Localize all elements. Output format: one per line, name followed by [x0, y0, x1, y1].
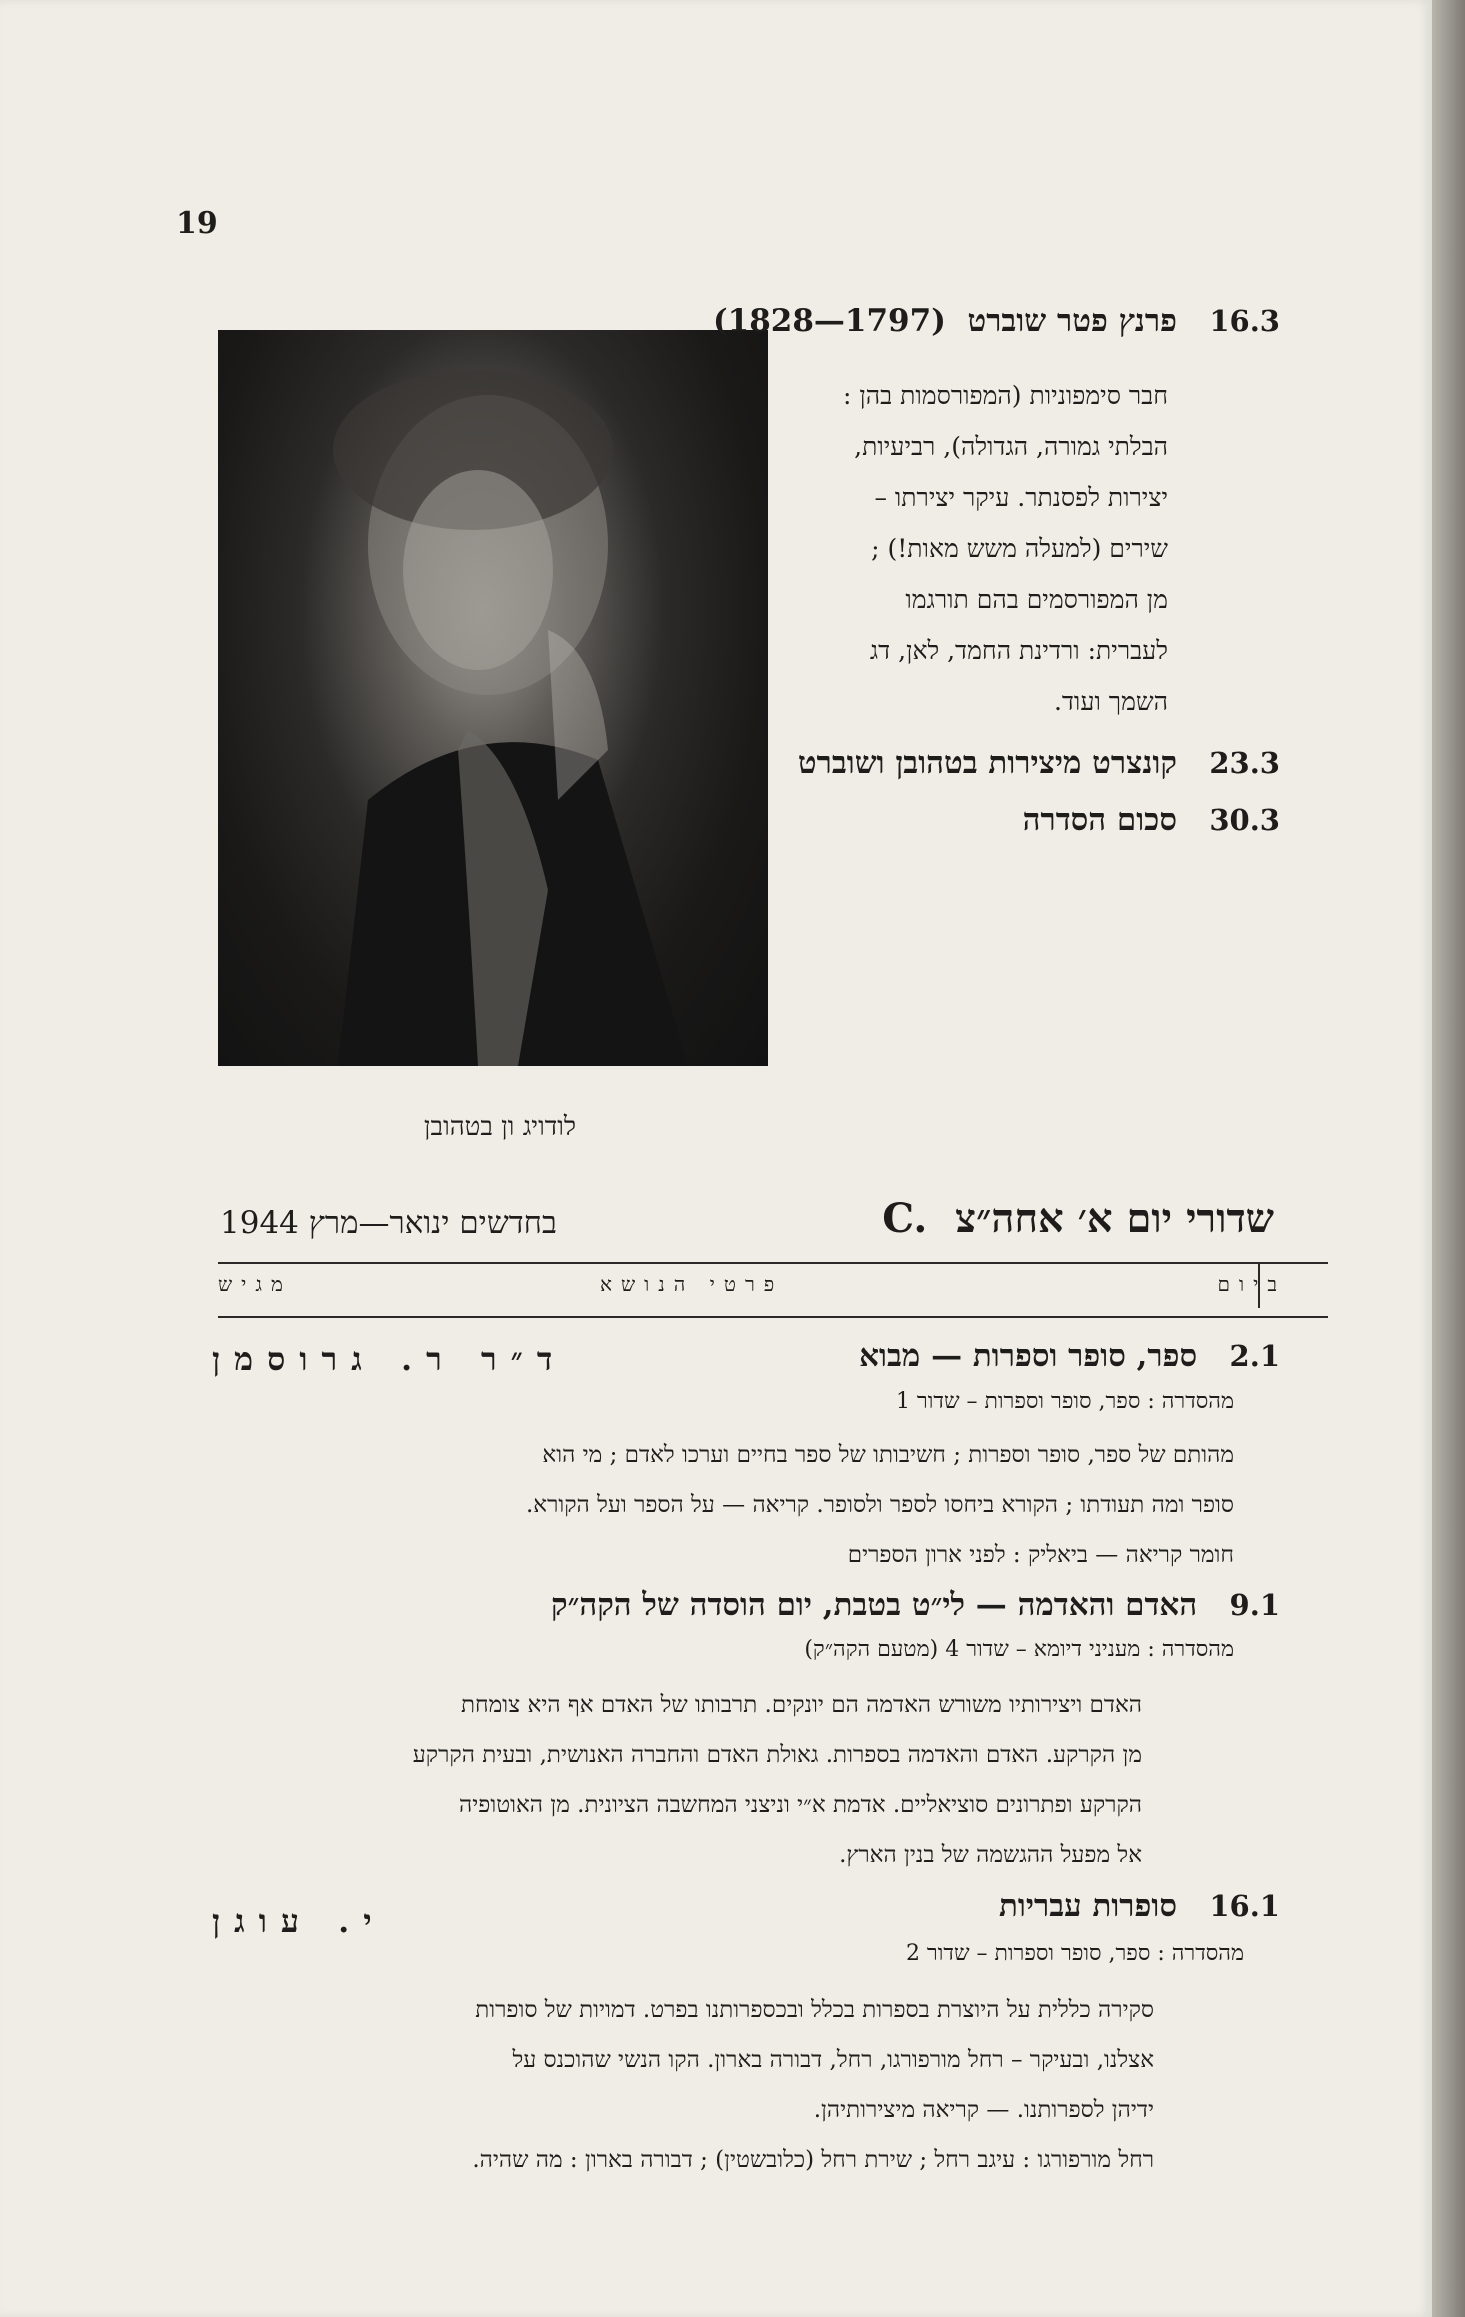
desc-line: סקירה כללית על היוצרת בספרות בכלל ובכספרותנו בפרט. דמויות של סופרות	[475, 1997, 1154, 2023]
bio-line: חבר סימפוניות (המפורסמות בהן :	[843, 381, 1168, 410]
schubert-time: 16.3	[1209, 304, 1280, 338]
desc-line: הקרקע ופתרונים סוציאליים. אדמת א״י וניצני המחשבה הציונית. מן האוטופיה	[459, 1792, 1142, 1818]
event-title: קונצרט מיצירות בטהובן ושוברט	[797, 745, 1177, 781]
desc-line: מהותם של ספר, סופר וספרות ; חשיבותו של ספר בחיים וערכו לאדם ; מי הוא	[542, 1442, 1234, 1468]
broadcast-presenter: ד״ר ר. גרוסמן	[212, 1340, 567, 1378]
bio-line: מן המפורסמים בהם תורגמו	[905, 585, 1168, 614]
broadcast-title: סופרות עבריות	[999, 1888, 1177, 1924]
broadcast-title: ספר, סופר וספרות — מבוא	[859, 1338, 1198, 1374]
column-header-day: ביום	[1217, 1272, 1286, 1296]
schubert-title: פרנץ פטר שוברט	[967, 303, 1177, 339]
desc-line: האדם ויצירותיו משורש האדמה הם יונקים. תרבותו של האדם אף היא צומחת	[461, 1692, 1142, 1718]
table-header-rule	[218, 1316, 1328, 1318]
bio-line: השמך ועוד.	[1053, 687, 1168, 716]
bio-line: לעברית: ורדינת החמד, לאן, דג	[869, 636, 1168, 665]
event-time: 23.3	[1209, 746, 1280, 780]
photo-caption: לודויג ון בטהובן	[423, 1112, 577, 1142]
column-header-presenter: מגיש	[218, 1272, 292, 1296]
portrait-figure	[218, 330, 768, 1066]
event-entry	[1023, 802, 1280, 838]
schubert-bio	[738, 370, 1168, 727]
desc-line: סופר ומה תעודתו ; הקורא ביחסו לספר ולסופר. קריאה — על הספר ועל הקורא.	[525, 1492, 1234, 1518]
section-title: שדורי יום א׳ אחה״צ	[955, 1195, 1274, 1242]
broadcast-time: 16.1	[1209, 1889, 1280, 1923]
bio-line: יצירות לפסנתר. עיקר יצירתו –	[874, 483, 1168, 512]
section-subtitle: בחדשים ינואר—מרץ 1944	[220, 1205, 557, 1241]
broadcast-heading	[999, 1888, 1280, 1924]
broadcast-time: 9.1	[1229, 1588, 1280, 1622]
table-top-rule	[218, 1262, 1328, 1264]
broadcast-description	[224, 1430, 1234, 1580]
bio-line: הבלתי גמורה, הגדולה), רביעיות,	[854, 432, 1168, 461]
schubert-years: (1797—1828)	[712, 303, 946, 339]
broadcast-title: האדם והאדמה — לי״ט בטבת, יום הוסדה של הקה״ק	[551, 1587, 1198, 1623]
schubert-heading	[713, 303, 1280, 339]
desc-line: אל מפעל ההגשמה של בנין הארץ.	[839, 1842, 1142, 1868]
broadcast-time: 2.1	[1229, 1339, 1280, 1373]
desc-line: רחל מורפורגו : עיגב רחל ; שירת רחל (כלובשטין) ; דבורה בארון : מה שהיה.	[472, 2147, 1154, 2173]
section-letter: C.	[882, 1195, 928, 1242]
broadcast-description	[134, 1985, 1154, 2185]
desc-line: מן הקרקע. האדם והאדמה בספרות. גאולת האדם והחברה האנושית, ובעית הקרקע	[412, 1742, 1142, 1768]
event-entry	[798, 745, 1280, 781]
broadcast-description	[142, 1680, 1142, 1880]
portrait-photo	[218, 330, 768, 1066]
desc-line: ידיהן לספרותנו. — קריאה מיצירותיהן.	[813, 2097, 1154, 2123]
broadcast-series: מהסדרה : מעניני דיומא – שדור 4 (מטעם הקה״ק)	[804, 1637, 1234, 1662]
page-edge-shadow	[1432, 0, 1465, 2317]
desc-line: חומר קריאה — ביאליק : לפני ארון הספרים	[847, 1542, 1234, 1568]
broadcast-heading	[551, 1587, 1280, 1623]
broadcast-series: מהסדרה : ספר, סופר וספרות – שדור 2	[905, 1941, 1244, 1966]
event-time: 30.3	[1209, 803, 1280, 837]
event-title: סכום הסדרה	[1022, 802, 1177, 838]
bio-line: שירים (למעלה משש מאות!) ;	[871, 534, 1168, 563]
broadcast-heading	[859, 1338, 1280, 1374]
broadcast-series: מהסדרה : ספר, סופר וספרות – שדור 1	[895, 1389, 1234, 1414]
column-header-topic: פרטי הנושא	[600, 1272, 784, 1296]
broadcast-presenter: י. עוגן	[212, 1902, 386, 1940]
section-heading	[882, 1195, 1274, 1242]
page-number: 19	[176, 206, 218, 241]
desc-line: אצלנו, ובעיקר – רחל מורפורגו, רחל, דבורה בארון. הקו הנשי שהוכנס על	[512, 2047, 1154, 2073]
